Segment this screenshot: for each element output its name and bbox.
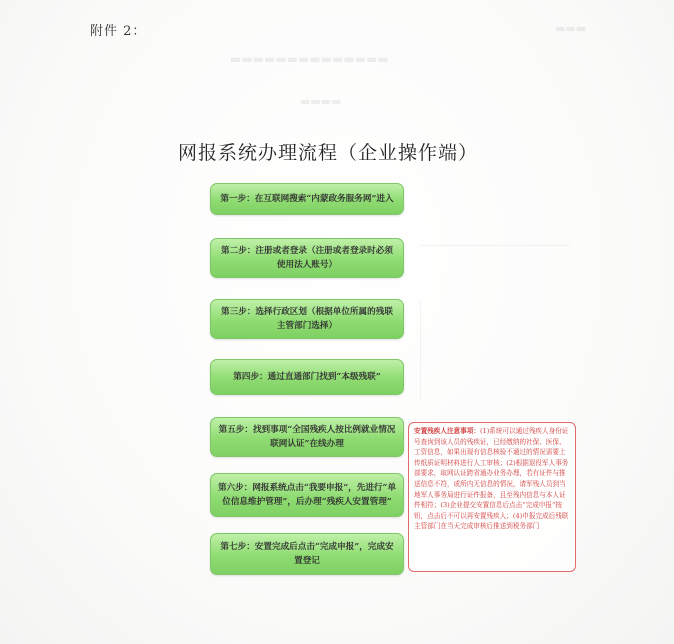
flowchart-title: 网报系统办理流程（企业操作端） xyxy=(178,142,479,164)
step-3-box: 第三步：选择行政区划（根据单位所属的残联主管部门选择） xyxy=(210,299,404,339)
step-1-box: 第一步：在互联网搜索“内蒙政务服务网”进入 xyxy=(210,183,404,215)
attachment-label: 附件 2： xyxy=(90,24,147,39)
step-2-box: 第二步：注册或者登录（注册或者登录时必须使用法人账号） xyxy=(210,238,404,278)
step-4-box: 第四步：通过直通部门找到“本级残联” xyxy=(210,359,404,395)
step-7-box: 第七步：安置完成后点击“完成申报”，完成安置登记 xyxy=(210,533,404,575)
attention-note xyxy=(408,422,576,572)
note-body: (1)系统可以通过残疾人身份证号查询到该人员的残疾证，已经缴纳的社保、医保、工资信息，如果出现有信息核验不通过的情况需要上传纸质证明材料进行人工审核；(2)根据退役军人事务部要求，取网认证跨省通办业务办理，若有证件与推送信息不符，或所内无信息的情况，请军残人员到当地军人事务局进行证件报备，且至残内信息与本人证件相符；(3)企业提交安置信息后点击“完成申报”按钮，点击后不可以再安置残疾人；(4)申报完成后残联主管部门在当天完成审核后推送到税务部门 xyxy=(414,427,569,531)
bleed-through-line xyxy=(420,300,421,400)
bleed-through-text: ▬▬▬▬▬▬▬▬▬▬▬▬▬▬ xyxy=(230,52,389,66)
bleed-through-text: ▬▬▬ xyxy=(555,22,587,35)
note-heading: 安置残疾人注意事项： xyxy=(414,427,480,435)
bleed-through-line xyxy=(420,245,570,246)
step-6-box: 第六步：网报系统点击“我要申报”，先进行“单位信息维护管理”，后办理“残疾人安置管理” xyxy=(210,473,404,517)
bleed-through-text: ▬▬▬▬ xyxy=(300,95,342,108)
step-5-box: 第五步：找到事项“全国残疾人按比例就业情况联网认证”在线办理 xyxy=(210,417,404,457)
